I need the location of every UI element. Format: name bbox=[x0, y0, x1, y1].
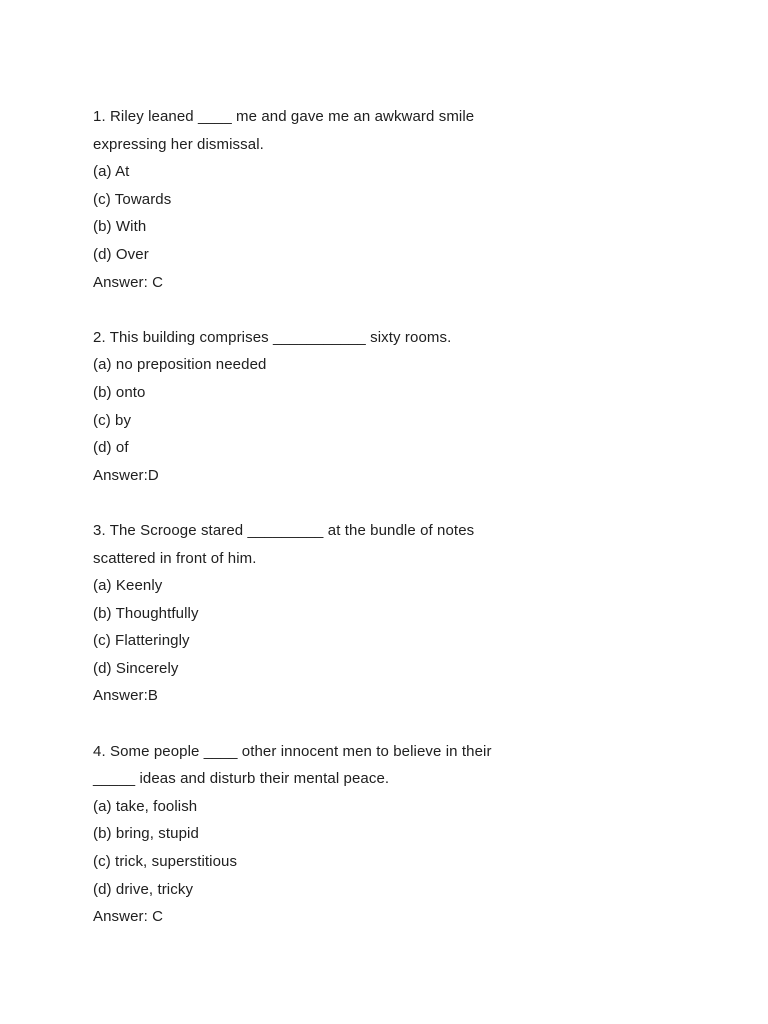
question-prompt-line: 3. The Scrooge stared _________ at the bundle of notes bbox=[93, 521, 475, 539]
question-option: (d) Sincerely bbox=[93, 659, 179, 677]
question-prompt-line: 4. Some people ____ other innocent men to believe in their bbox=[93, 742, 492, 760]
question-4 bbox=[93, 738, 728, 931]
question-prompt-line: scattered in front of him. bbox=[93, 549, 257, 567]
question-option: (b) onto bbox=[93, 383, 146, 401]
question-prompt-line: expressing her dismissal. bbox=[93, 135, 264, 153]
question-answer: Answer: C bbox=[93, 273, 164, 291]
question-prompt-line: 2. This building comprises ___________ sixty rooms. bbox=[93, 328, 452, 346]
question-prompt-line: _____ ideas and disturb their mental peace. bbox=[93, 770, 390, 788]
question-option: (d) Over bbox=[93, 245, 149, 263]
question-3 bbox=[93, 517, 728, 710]
question-2 bbox=[93, 324, 728, 490]
question-option: (a) At bbox=[93, 163, 130, 181]
question-option: (a) take, foolish bbox=[93, 797, 198, 815]
question-option: (c) Flatteringly bbox=[93, 632, 190, 650]
questions-list bbox=[93, 103, 728, 931]
question-option: (d) of bbox=[93, 439, 129, 457]
question-option: (a) Keenly bbox=[93, 577, 163, 595]
question-answer: Answer:D bbox=[93, 466, 159, 484]
question-option: (c) trick, superstitious bbox=[93, 853, 238, 871]
question-option: (a) no preposition needed bbox=[93, 356, 267, 374]
question-1 bbox=[93, 103, 728, 296]
question-option: (b) Thoughtfully bbox=[93, 604, 199, 622]
question-option: (b) bring, stupid bbox=[93, 825, 199, 843]
question-option: (d) drive, tricky bbox=[93, 880, 194, 898]
question-option: (b) With bbox=[93, 218, 147, 236]
question-option: (c) Towards bbox=[93, 190, 172, 208]
question-answer: Answer:B bbox=[93, 687, 158, 705]
question-prompt-line: 1. Riley leaned ____ me and gave me an awkward smile bbox=[93, 108, 475, 125]
question-answer: Answer: C bbox=[93, 908, 164, 926]
question-option: (c) by bbox=[93, 411, 132, 429]
